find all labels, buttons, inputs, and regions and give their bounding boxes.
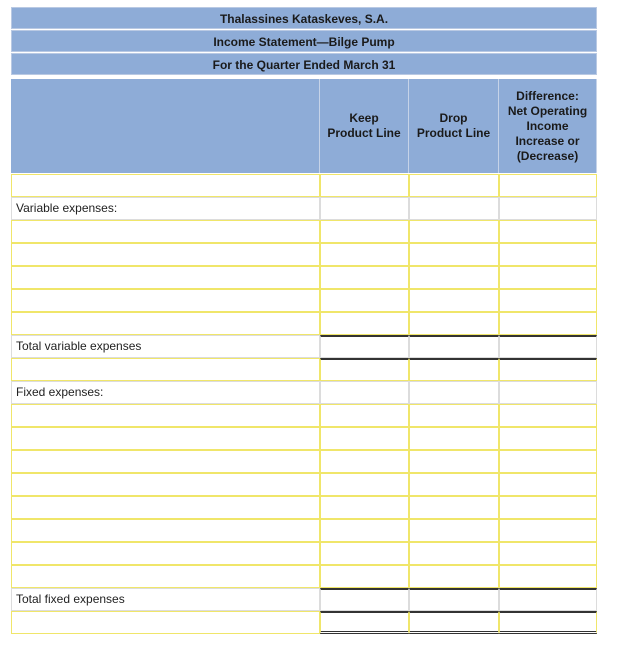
- difference-amount-input[interactable]: [499, 358, 597, 381]
- keep-amount-input[interactable]: [320, 473, 409, 496]
- table-row: [11, 473, 597, 496]
- difference-amount-input[interactable]: [499, 266, 597, 289]
- blank-cell: [320, 197, 409, 220]
- difference-amount-input[interactable]: [499, 450, 597, 473]
- table-row: [11, 427, 597, 450]
- drop-amount-input[interactable]: [409, 450, 499, 473]
- variable-expenses-label: Variable expenses:: [11, 197, 320, 220]
- table-row: [11, 450, 597, 473]
- row-label-input[interactable]: [11, 427, 320, 450]
- keep-amount-input[interactable]: [320, 565, 409, 588]
- blank-cell: [499, 381, 597, 404]
- keep-column-header: [320, 79, 409, 173]
- row-label-input[interactable]: [11, 220, 320, 243]
- drop-header-line1: Drop: [439, 111, 468, 125]
- table-row: [11, 565, 597, 588]
- keep-amount-input[interactable]: [320, 243, 409, 266]
- row-label-input[interactable]: [11, 174, 320, 197]
- total-variable-drop-cell[interactable]: [409, 335, 499, 358]
- total-fixed-drop-cell[interactable]: [409, 588, 499, 611]
- difference-amount-input[interactable]: [499, 565, 597, 588]
- drop-amount-input[interactable]: [409, 266, 499, 289]
- drop-header-line2: Product Line: [416, 126, 491, 140]
- keep-amount-input[interactable]: [320, 542, 409, 565]
- difference-amount-input[interactable]: [499, 174, 597, 197]
- table-row: [11, 542, 597, 565]
- difference-amount-input[interactable]: [499, 289, 597, 312]
- table-row: [11, 289, 597, 312]
- row-label-input[interactable]: [11, 450, 320, 473]
- difference-amount-input[interactable]: [499, 243, 597, 266]
- difference-amount-input[interactable]: [499, 427, 597, 450]
- keep-amount-input[interactable]: [320, 289, 409, 312]
- row-label-input[interactable]: [11, 542, 320, 565]
- keep-amount-input[interactable]: [320, 174, 409, 197]
- fixed-expenses-label: Fixed expenses:: [11, 381, 320, 404]
- drop-amount-input[interactable]: [409, 473, 499, 496]
- drop-amount-input[interactable]: [409, 312, 499, 335]
- keep-amount-input[interactable]: [320, 266, 409, 289]
- drop-amount-input[interactable]: [409, 220, 499, 243]
- diff-header-line1: Difference:: [516, 88, 579, 103]
- diff-header-line2: Net Operating: [507, 103, 588, 118]
- keep-amount-input[interactable]: [320, 358, 409, 381]
- row-label-input[interactable]: [11, 243, 320, 266]
- row-label-input[interactable]: [11, 404, 320, 427]
- row-label-input[interactable]: [11, 358, 320, 381]
- drop-amount-input[interactable]: [409, 358, 499, 381]
- drop-amount-input[interactable]: [409, 289, 499, 312]
- label-column-header: [11, 79, 320, 173]
- row-label-input[interactable]: [11, 496, 320, 519]
- drop-amount-input[interactable]: [409, 519, 499, 542]
- table-row: [11, 220, 597, 243]
- keep-amount-input[interactable]: [320, 312, 409, 335]
- table-row: [11, 358, 597, 381]
- diff-header-line3: Income: [526, 118, 569, 133]
- table-row: [11, 266, 597, 289]
- column-header-row: [11, 79, 597, 173]
- drop-amount-input[interactable]: [409, 174, 499, 197]
- keep-amount-input[interactable]: [320, 404, 409, 427]
- keep-header-line2: Product Line: [327, 126, 401, 140]
- period-title: For the Quarter Ended March 31: [11, 53, 597, 75]
- row-label-input[interactable]: [11, 289, 320, 312]
- statement-title: Income Statement—Bilge Pump: [11, 30, 597, 52]
- row-label-input[interactable]: [11, 266, 320, 289]
- keep-amount-input[interactable]: [320, 519, 409, 542]
- difference-amount-input[interactable]: [499, 542, 597, 565]
- total-variable-expenses-label: Total variable expenses: [11, 335, 320, 358]
- table-row: [11, 174, 597, 197]
- row-label-input[interactable]: [11, 565, 320, 588]
- blank-cell: [409, 197, 499, 220]
- keep-header-line1: Keep: [349, 111, 379, 125]
- difference-amount-input[interactable]: [499, 519, 597, 542]
- table-row: [11, 335, 597, 358]
- total-fixed-expenses-label: Total fixed expenses: [11, 588, 320, 611]
- keep-amount-input[interactable]: [320, 496, 409, 519]
- table-row: [11, 404, 597, 427]
- total-fixed-keep-cell[interactable]: [320, 588, 409, 611]
- drop-amount-input[interactable]: [409, 565, 499, 588]
- difference-amount-input[interactable]: [499, 496, 597, 519]
- row-label-input[interactable]: [11, 519, 320, 542]
- drop-amount-input[interactable]: [409, 496, 499, 519]
- keep-amount-input[interactable]: [320, 611, 409, 634]
- table-row: [11, 243, 597, 266]
- drop-amount-input[interactable]: [409, 611, 499, 634]
- drop-amount-input[interactable]: [409, 542, 499, 565]
- difference-amount-input[interactable]: [499, 404, 597, 427]
- income-statement-worksheet: [11, 7, 597, 634]
- keep-amount-input[interactable]: [320, 220, 409, 243]
- table-row: [11, 588, 597, 611]
- row-label-input[interactable]: [11, 611, 320, 634]
- diff-header-line4: Increase or: [515, 133, 580, 148]
- blank-cell: [320, 381, 409, 404]
- drop-amount-input[interactable]: [409, 404, 499, 427]
- table-row: [11, 197, 597, 220]
- difference-amount-input[interactable]: [499, 611, 597, 634]
- keep-amount-input[interactable]: [320, 427, 409, 450]
- table-row: [11, 519, 597, 542]
- total-fixed-difference-cell[interactable]: [499, 588, 597, 611]
- drop-column-header: [409, 79, 499, 173]
- diff-header-line5: (Decrease): [516, 148, 579, 163]
- difference-column-header: [499, 79, 597, 173]
- table-row: [11, 381, 597, 404]
- drop-amount-input[interactable]: [409, 427, 499, 450]
- row-label-input[interactable]: [11, 312, 320, 335]
- blank-cell: [409, 381, 499, 404]
- total-variable-difference-cell[interactable]: [499, 335, 597, 358]
- difference-amount-input[interactable]: [499, 312, 597, 335]
- difference-amount-input[interactable]: [499, 220, 597, 243]
- table-row: [11, 611, 597, 634]
- difference-amount-input[interactable]: [499, 473, 597, 496]
- blank-cell: [499, 197, 597, 220]
- keep-amount-input[interactable]: [320, 450, 409, 473]
- company-title: Thalassines Kataskeves, S.A.: [11, 7, 597, 29]
- table-row: [11, 496, 597, 519]
- row-label-input[interactable]: [11, 473, 320, 496]
- total-variable-keep-cell[interactable]: [320, 335, 409, 358]
- table-row: [11, 312, 597, 335]
- drop-amount-input[interactable]: [409, 243, 499, 266]
